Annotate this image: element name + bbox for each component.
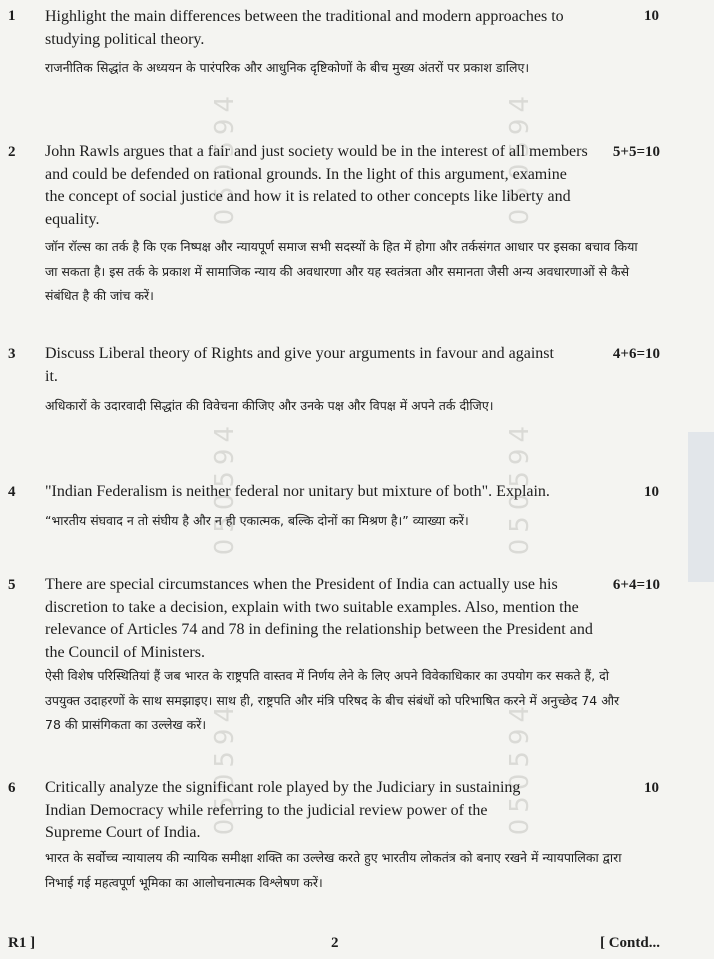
watermark-number: 050594 — [210, 700, 240, 836]
question-text-english: John Rawls argues that a fair and just society would be in the interest of all members and could be defended on rational grounds. In the light of this argument, examine the concept of social justice and how it is related to other concepts like liberty and equality. — [45, 143, 588, 228]
question-text-hindi: भारत के सर्वोच्च न्यायालय की न्यायिक समीक्षा शक्ति का उल्लेख करते हुए भारतीय लोकतंत्र को बनाए रखने में न्यायपालिका द्वारा निभाई गई महत्वपूर्ण भूमिका का आलोचनात्मक विश्लेषण करें। — [45, 850, 622, 890]
question-text-english: There are special circumstances when the President of India can actually use his discretion to take a decision, explain with two suitable examples. Also, mention the relevance of Articles 74 and 78 in defining the relationship between the President and the Council of Ministers. — [45, 576, 593, 661]
question-number: 6 — [8, 780, 16, 796]
footer-continued: [ Contd... — [599, 935, 660, 951]
watermark-number: 050594 — [505, 700, 535, 836]
question-marks: 10 — [644, 484, 659, 500]
question-marks: 6+4=10 — [612, 577, 660, 593]
watermark-number: 050594 — [210, 420, 240, 556]
watermark-number: 050594 — [505, 90, 535, 226]
footer-paper-code: R1 ] — [8, 935, 36, 951]
question-text-english: Highlight the main differences between the traditional and modern approaches to studying political theory. — [45, 8, 564, 48]
question-text-hindi: अधिकारों के उदारवादी सिद्धांत की विवेचना कीजिए और उनके पक्ष और विपक्ष में अपने तर्क दीजिए। — [45, 398, 494, 413]
question-number: 5 — [8, 577, 16, 593]
question-text-hindi: “भारतीय संघवाद न तो संघीय है और न ही एकात्मक, बल्कि दोनों का मिश्रण है।” व्याख्या करें। — [45, 513, 469, 528]
page-edge-tab — [688, 432, 714, 582]
question-text-hindi: ऐसी विशेष परिस्थितियां हैं जब भारत के राष्ट्रपति वास्तव में निर्णय लेने के लिए अपने विवेकाधिकार का उपयोग कर सकते हैं, दो उपयुक्त उदाहरणों के साथ समझाइए। साथ ही, राष्ट्रपति और मंत्रि परिषद के बीच संबंधों को परिभाषित करने में अनुच्छेद 74 और 78 की प्रासंगिकता का उल्लेख करें। — [45, 668, 620, 732]
question-text-english: Critically analyze the significant role played by the Judiciary in sustaining Indian Democracy while referring to the judicial review power of the Supreme Court of India. — [45, 779, 521, 841]
question-text-english: Discuss Liberal theory of Rights and give your arguments in favour and against it. — [45, 345, 554, 385]
question-marks: 5+5=10 — [612, 144, 660, 160]
question-number: 1 — [8, 8, 16, 24]
question-marks: 4+6=10 — [612, 346, 660, 362]
question-number: 4 — [8, 484, 16, 500]
question-text-english: "Indian Federalism is neither federal nor unitary but mixture of both". Explain. — [45, 483, 550, 500]
question-marks: 10 — [644, 8, 659, 24]
question-number: 3 — [8, 346, 16, 362]
question-number: 2 — [8, 144, 16, 160]
question-marks: 10 — [644, 780, 659, 796]
watermark-number: 050594 — [505, 420, 535, 556]
question-text-hindi: राजनीतिक सिद्धांत के अध्ययन के पारंपरिक और आधुनिक दृष्टिकोणों के बीच मुख्य अंतरों पर प्रकाश डालिए। — [45, 60, 530, 75]
question-text-hindi: जॉन रॉल्स का तर्क है कि एक निष्पक्ष और न्यायपूर्ण समाज सभी सदस्यों के हित में होगा और तर्कसंगत आधार पर इसका बचाव किया जा सकता है। इस तर्क के प्रकाश में सामाजिक न्याय की अवधारणा और यह स्वतंत्रता और समानता जैसी अन्य अवधारणाओं से कैसे संबंधित है की जांच करें। — [45, 239, 638, 303]
watermark-number: 050594 — [210, 90, 240, 226]
footer-page-number: 2 — [331, 935, 339, 951]
